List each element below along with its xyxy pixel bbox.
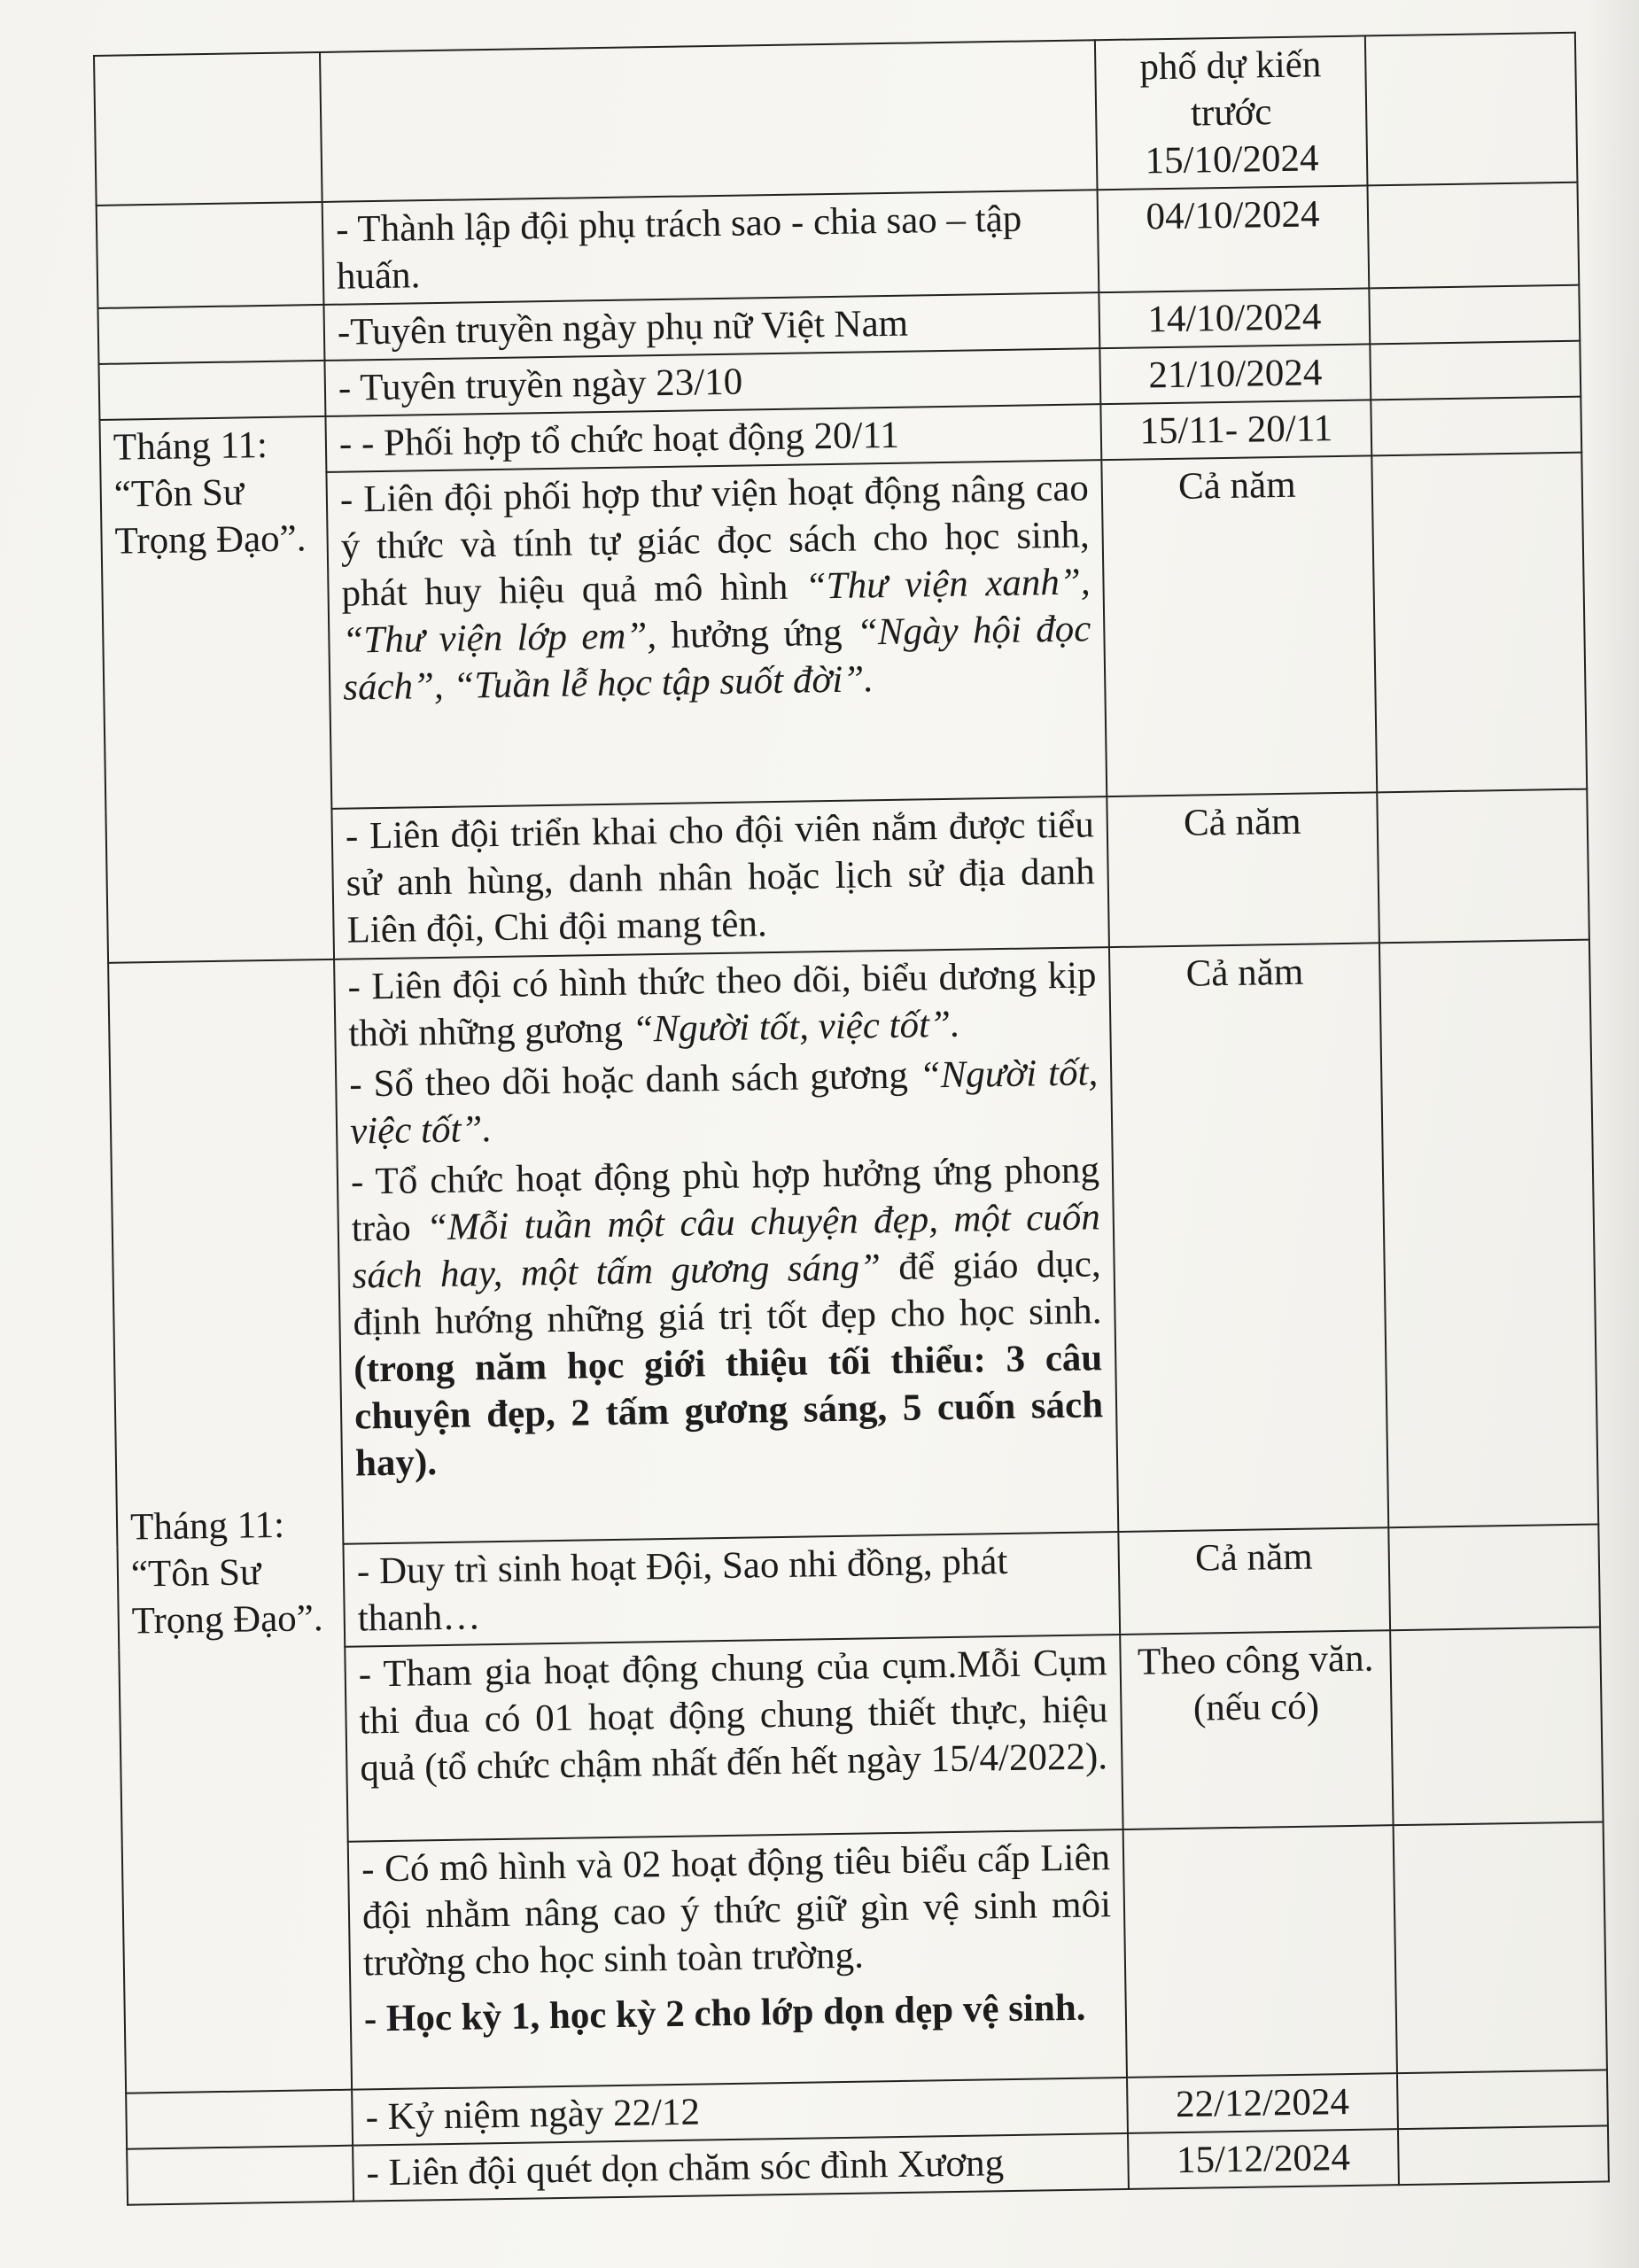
- note-cell: [1398, 2125, 1609, 2185]
- month-label: Tháng 11: “Tôn Sư Trọng Đạo”.: [108, 959, 352, 2093]
- note-cell: [1379, 940, 1598, 1528]
- activity-italic-text: “Thư viện xanh”, “Thư viện lớp em”,: [342, 561, 1091, 662]
- activity-cell: - - Phối hợp tổ chức hoạt động 20/11: [325, 404, 1101, 472]
- date-cell: 14/10/2024: [1099, 288, 1370, 348]
- activity-cell: - Thành lập đội phụ trách sao - chia sao – tập huấn.: [322, 190, 1099, 305]
- table-row: [94, 33, 1577, 206]
- activity-cell: - Tuyên truyền ngày 23/10: [324, 348, 1100, 416]
- date-cell: 04/10/2024: [1098, 185, 1370, 292]
- month-cell: [94, 52, 322, 206]
- month-label: Tháng 11: “Tôn Sư Trọng Đạo”.: [99, 416, 334, 963]
- note-cell: [1390, 1627, 1603, 1825]
- activity-cell: [320, 40, 1098, 202]
- date-cell: 15/12/2024: [1128, 2129, 1399, 2189]
- activity-italic-text: “Ngày hội đọc sách”, “Tuần lễ học tập suốt đời”.: [342, 608, 1091, 709]
- activity-bold-text: - Học kỳ 1, học kỳ 2 cho lớp dọn dẹp vệ sinh.: [363, 1986, 1086, 2040]
- activity-bold-text: (trong năm học giới thiệu tối thiểu: 3 câu chuyện đẹp, 2 tấm gương sáng, 5 cuốn sách hay).: [353, 1337, 1104, 1485]
- note-cell: [1377, 789, 1589, 944]
- activity-text: - Có mô hình và 02 hoạt động tiêu biểu cấp Liên đội nhằm nâng cao ý thức giữ gìn vệ sinh môi trường cho học sinh toàn trường.: [361, 1837, 1112, 1984]
- date-cell: Cả năm: [1107, 792, 1379, 947]
- date-cell: Cả năm: [1118, 1527, 1390, 1635]
- month-cell: [98, 361, 325, 420]
- note-cell: [1371, 397, 1581, 456]
- activity-cell: - Tham gia hoạt động chung của cụm.Mỗi Cụm thi đua có 01 hoạt động chung thiết thực, hiệu quả (tổ chức chậm nhất đến hết ngày 15/4/2022).: [345, 1635, 1122, 1842]
- activity-cell: [326, 460, 1107, 809]
- activity-italic-text: “Người tốt, việc tốt”.: [349, 1052, 1099, 1153]
- activity-cell: [334, 947, 1118, 1544]
- activity-text: - Liên đội có hình thức theo dõi, biểu dương kịp thời những gương: [347, 954, 1097, 1055]
- note-cell: [1370, 341, 1581, 400]
- date-cell: 22/12/2024: [1127, 2073, 1398, 2133]
- date-cell: 21/10/2024: [1099, 344, 1371, 404]
- activity-plan-table: [93, 32, 1610, 2206]
- date-cell: Cả năm: [1101, 455, 1377, 796]
- activity-cell: - Kỷ niệm ngày 22/12: [352, 2078, 1128, 2146]
- activity-line: [349, 1049, 1099, 1154]
- date-cell: Cả năm: [1109, 943, 1388, 1532]
- month-cell: [97, 305, 324, 364]
- note-cell: [1369, 285, 1580, 345]
- activity-text: - Liên đội phối hợp thư viện hoạt động nâng cao ý thức và tính tự giác đọc sách cho học sinh, phát huy hiệu quả mô hình: [339, 467, 1091, 615]
- month-cell: [97, 202, 324, 308]
- activity-italic-text: “Người tốt, việc tốt”.: [632, 1003, 961, 1051]
- date-cell: Theo công văn.(nếu có): [1120, 1630, 1393, 1829]
- date-cell: 15/11- 20/11: [1100, 400, 1371, 460]
- note-cell: [1397, 2070, 1608, 2129]
- activity-italic-text: “Mỗi tuần một câu chuyện đẹp, một cuốn sách hay, một tấm gương sáng”: [352, 1196, 1101, 1297]
- note-cell: [1365, 33, 1578, 186]
- activity-cell: - Liên đội triển khai cho đội viên nắm được tiểu sử anh hùng, danh nhân hoặc lịch sử địa danh Liên đội, Chi đội mang tên.: [331, 796, 1109, 959]
- note-cell: [1367, 183, 1579, 289]
- activity-text: - Sổ theo dõi hoặc danh sách gương: [348, 1054, 920, 1106]
- activity-cell: - Liên đội quét dọn chăm sóc đình Xương: [353, 2133, 1129, 2202]
- activity-cell: [348, 1829, 1127, 2090]
- activity-text: - Tổ chức hoạt động phù hợp hưởng ứng phong trào: [350, 1149, 1100, 1250]
- activity-cell: -Tuyên truyền ngày phụ nữ Việt Nam: [323, 292, 1099, 361]
- note-cell: [1394, 1821, 1607, 2073]
- month-cell: [126, 2090, 353, 2149]
- activity-cell: - Duy trì sinh hoạt Đội, Sao nhi đồng, phát thanh…: [343, 1532, 1120, 1647]
- activity-line: [351, 1146, 1105, 1487]
- activity-text: hưởng ứng: [656, 611, 858, 657]
- note-cell: [1388, 1525, 1600, 1631]
- date-cell: [1123, 1825, 1397, 2078]
- activity-text: để giáo dục, định hướng những giá trị tốt đẹp cho học sinh.: [353, 1243, 1102, 1344]
- date-cell: phố dự kiến trước 15/10/2024: [1095, 35, 1368, 190]
- month-cell: [127, 2146, 353, 2205]
- table-row: [108, 940, 1598, 1548]
- note-cell: [1371, 453, 1587, 793]
